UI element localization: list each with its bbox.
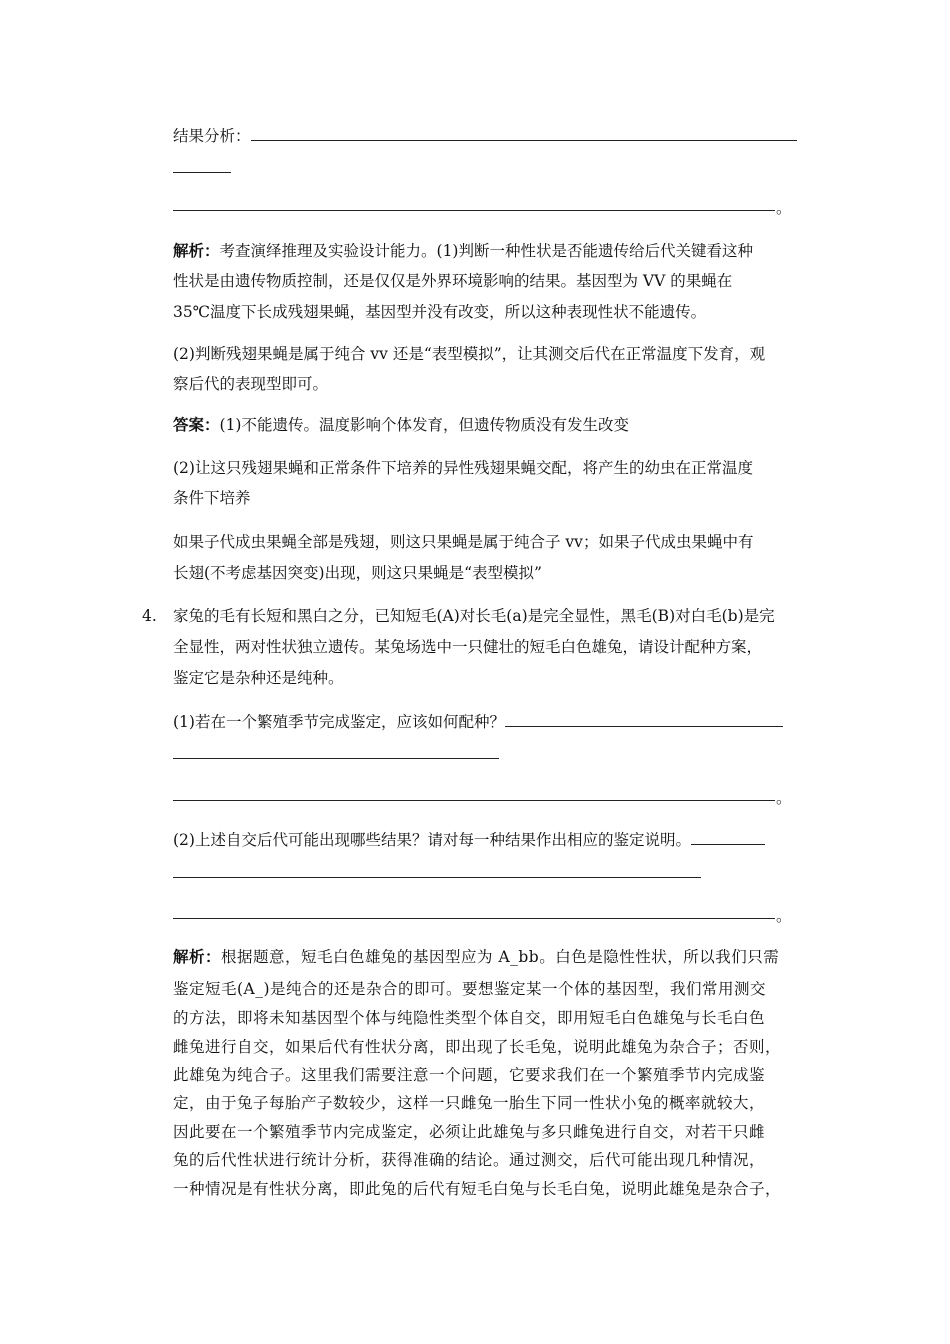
- answer-label: 答案：: [173, 415, 220, 434]
- answer-blank[interactable]: [173, 210, 775, 211]
- analysis1-line-3: 35℃温度下长成残翅果蝇，基因型并没有改变，所以这种表现性状不能遗传。: [173, 303, 707, 321]
- answer1-line-4: 如果子代成虫果蝇全部是残翅，则这只果蝇是属于纯合子 vv；如果子代成虫果蝇中有: [173, 533, 754, 551]
- question4-sub2: (2)上述自交后代可能出现哪些结果？请对每一种结果作出相应的鉴定说明。: [173, 828, 765, 852]
- end-mark: 。: [776, 199, 792, 217]
- end-mark: 。: [776, 789, 792, 807]
- analysis2-line-7: 因此要在一个繁殖季节内完成鉴定，必须让此雄兔与多只雌兔进行自交，对若干只雌: [173, 1123, 766, 1141]
- analysis1-line-4: (2)判断残翅果蝇是属于纯合 vv 还是“表型模拟”，让其测交后代在正常温度下发育，观: [173, 345, 766, 363]
- result-analysis-line: [173, 124, 797, 148]
- result-analysis-label: 结果分析：: [173, 127, 251, 145]
- analysis2-line-6: 定，由于兔子每胎产子数较少，这样一只雌兔一胎生下同一性状小兔的概率就较大，: [173, 1094, 766, 1112]
- answer-blank[interactable]: [173, 918, 775, 919]
- analysis2-line-3: 的方法，即将未知基因型个体与纯隐性类型个体自交，即用短毛白色雄兔与长毛白色: [173, 1009, 766, 1027]
- question4-line-3: 鉴定它是杂种还是纯种。: [173, 669, 344, 687]
- answer-blank[interactable]: [691, 828, 765, 845]
- answer1-line-3: 条件下培养: [173, 489, 251, 507]
- answer-blank[interactable]: [173, 172, 231, 173]
- question4-sub1: (1)若在一个繁殖季节完成鉴定，应该如何配种？: [173, 710, 783, 734]
- end-mark: 。: [776, 907, 792, 925]
- answer-blank[interactable]: [173, 877, 701, 878]
- answer-blank[interactable]: [173, 758, 499, 759]
- answer-blank[interactable]: [505, 710, 783, 727]
- answer1-line-1: 答案：(1)不能遗传。温度影响个体发育，但遗传物质没有发生改变: [173, 415, 629, 434]
- analysis-label: 解析：: [173, 241, 220, 260]
- analysis2-line-9: 一种情况是有性状分离，即此兔的后代有短毛白兔与长毛白兔，说明此雄兔是杂合子，: [173, 1180, 782, 1198]
- analysis1-line-1: 解析：考查演绎推理及实验设计能力。(1)判断一种性状是否能遗传给后代关键看这种: [173, 241, 753, 260]
- question4-line-1: 家兔的毛有长短和黑白之分，已知短毛(A)对长毛(a)是完全显性，黑毛(B)对白毛(b)是完: [173, 607, 775, 625]
- answer1-line-2: (2)让这只残翅果蝇和正常条件下培养的异性残翅果蝇交配，将产生的幼虫在正常温度: [173, 459, 753, 477]
- analysis-label: 解析：: [173, 947, 222, 966]
- answer-blank[interactable]: [251, 124, 797, 141]
- analysis2-line-2: 鉴定短毛(A_)是纯合的还是杂合的即可。要想鉴定某一个体的基因型，我们常用测交: [173, 980, 767, 998]
- analysis2-line-1: 解析：根据题意，短毛白色雄兔的基因型应为 A_bb。白色是隐性性状，所以我们只需: [173, 947, 780, 966]
- analysis2-line-8: 兔的后代性状进行统计分析，获得准确的结论。通过测交，后代可能出现几种情况，: [173, 1151, 766, 1169]
- question4-line-2: 全显性，两对性状独立遗传。某兔场选中一只健壮的短毛白色雄兔，请设计配种方案，: [173, 638, 763, 656]
- analysis2-line-4: 雌兔进行自交，如果后代有性状分离，即出现了长毛兔，说明此雄兔为杂合子；否则，: [173, 1038, 782, 1056]
- analysis1-line-2: 性状是由遗传物质控制，还是仅仅是外界环境影响的结果。基因型为 VV 的果蝇在: [173, 272, 733, 290]
- analysis1-line-5: 察后代的表现型即可。: [173, 375, 329, 393]
- answer-blank[interactable]: [173, 800, 775, 801]
- analysis2-line-5: 此雄兔为纯合子。这里我们需要注意一个问题，它要求我们在一个繁殖季节内完成鉴: [173, 1066, 766, 1084]
- question-number: 4.: [142, 607, 157, 625]
- answer1-line-5: 长翅(不考虑基因突变)出现，则这只果蝇是“表型模拟”: [173, 564, 542, 582]
